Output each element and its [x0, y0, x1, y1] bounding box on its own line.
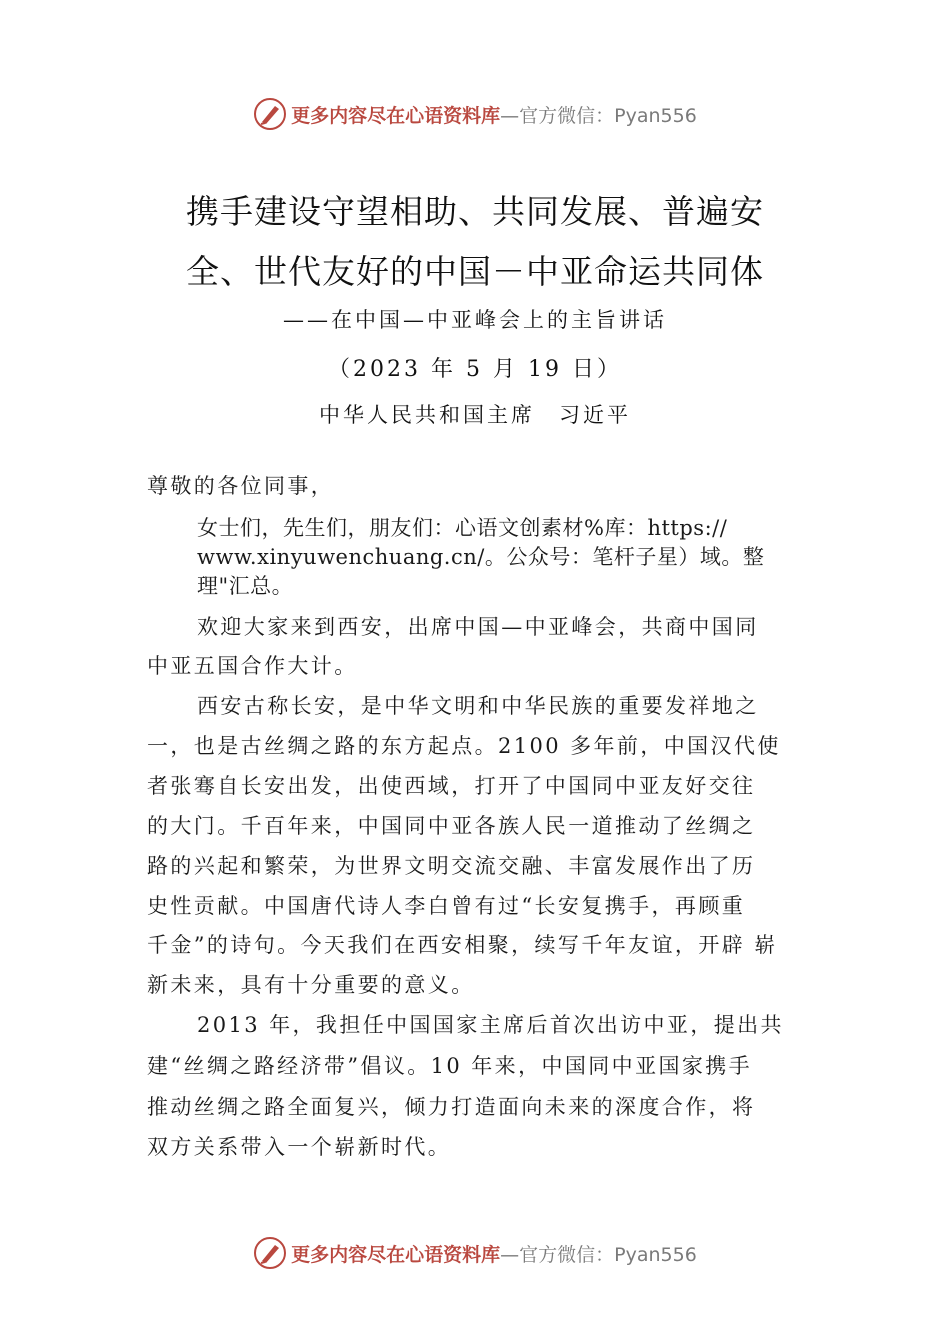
watermark-banner-bottom [0, 1233, 950, 1273]
paragraph-line: 千金”的诗句。今天我们在西安相聚，续写千年友谊，开辟 崭 [147, 933, 778, 957]
note-line: 女士们，先生们，朋友们：心语文创素材%库：https:// [197, 516, 728, 540]
paragraph-line: 的大门。千百年来，中国同中亚各族人民一道推动了丝绸之 [147, 814, 756, 838]
pen-seal-icon [253, 1236, 287, 1270]
watermark-gray-text: —官方微信：Pyan556 [500, 104, 697, 127]
speech-date: （2023 年 5 月 19 日） [328, 357, 622, 382]
paragraph-line: 欢迎大家来到西安，出席中国—中亚峰会，共商中国同 [197, 615, 759, 639]
paragraph-line: 者张骞自长安出发，出使西域，打开了中国同中亚友好交往 [147, 774, 756, 798]
subtitle: ——在中国—中亚峰会上的主旨讲话 [283, 308, 667, 332]
paragraph-line: 中亚五国合作大计。 [147, 654, 358, 678]
paragraph-line: 建“丝绸之路经济带”倡议。10 年来，中国同中亚国家携手 [147, 1054, 753, 1078]
paragraph-line: 2013 年，我担任中国国家主席后首次出访中亚，提出共 [197, 1013, 784, 1037]
pen-seal-icon [253, 97, 287, 131]
paragraph-line: 推动丝绸之路全面复兴，倾力打造面向未来的深度合作，将 [147, 1095, 756, 1119]
watermark-red-text: 更多内容尽在心语资料库 [291, 104, 501, 127]
paragraph-line: 一，也是古丝绸之路的东方起点。2100 多年前，中国汉代使 [147, 734, 781, 758]
watermark-banner-top [0, 94, 950, 134]
paragraph-line: 史性贡献。中国唐代诗人李白曾有过“长安复携手，再顾重 [147, 894, 746, 918]
author-line: 中华人民共和国主席 习近平 [319, 403, 631, 427]
watermark-red-text: 更多内容尽在心语资料库 [291, 1243, 501, 1266]
note-line: 理"汇总。 [197, 574, 294, 598]
watermark-gray-text: —官方微信：Pyan556 [500, 1243, 697, 1266]
paragraph-line: 西安古称长安，是中华文明和中华民族的重要发祥地之 [197, 694, 759, 718]
page-title-line-2: 全、世代友好的中国－中亚命运共同体 [186, 252, 764, 291]
paragraph-line: 路的兴起和繁荣，为世界文明交流交融、丰富发展作出了历 [147, 854, 756, 878]
paragraph-line: 新未来，具有十分重要的意义。 [147, 973, 475, 997]
paragraph-line: 双方关系带入一个崭新时代。 [147, 1135, 452, 1159]
salutation: 尊敬的各位同事， [147, 474, 335, 498]
page-title-line-1: 携手建设守望相助、共同发展、普遍安 [186, 192, 764, 231]
note-line: www.xinyuwenchuang.cn/。公众号：笔杆子星）域。整 [197, 545, 765, 569]
